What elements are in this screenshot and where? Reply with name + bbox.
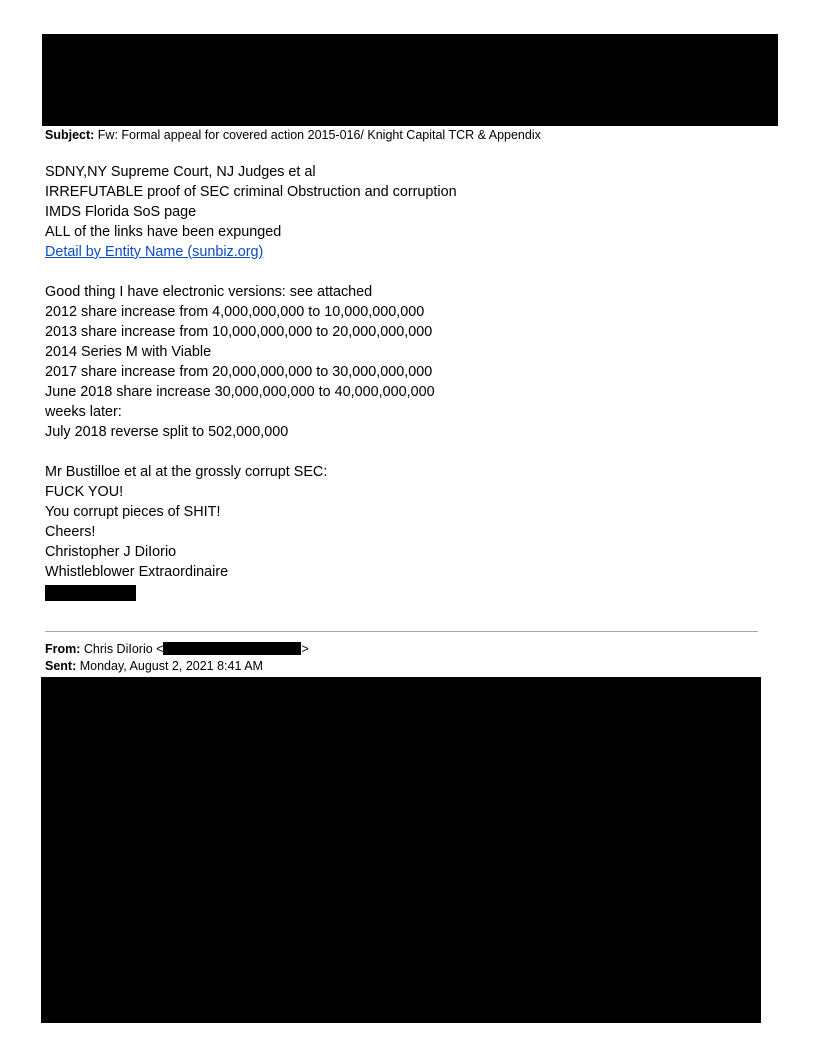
from-line [45,641,309,657]
body-line: 2014 Series M with Viable [45,344,212,360]
body-line: 2012 share increase from 4,000,000,000 to 10,000,000,000 [45,304,425,320]
redaction-block-header [42,34,778,126]
body-line: Mr Bustilloe et al at the grossly corrupt SEC: [45,464,328,480]
paragraph-intro [45,162,457,262]
body-line: ALL of the links have been expunged [45,224,282,240]
body-line: weeks later: [45,404,122,420]
body-line: IMDS Florida SoS page [45,204,197,220]
body-line: 2013 share increase from 10,000,000,000 to 20,000,000,000 [45,324,433,340]
subject-line [45,127,541,143]
body-line: You corrupt pieces of SHIT! [45,504,221,520]
signature-title: Whistleblower Extraordinaire [45,564,229,580]
body-line: July 2018 reverse split to 502,000,000 [45,424,289,440]
message-divider [45,631,758,632]
redaction-block-signature [45,585,136,601]
body-line: Good thing I have electronic versions: see attached [45,284,373,300]
paragraph-closing [45,462,327,582]
body-line: June 2018 share increase 30,000,000,000 to 40,000,000,000 [45,384,435,400]
sent-line [45,658,263,674]
body-line: IRREFUTABLE proof of SEC criminal Obstruction and corruption [45,184,457,200]
body-line: Cheers! [45,524,96,540]
signature-name: Christopher J DiIorio [45,544,177,560]
body-line: SDNY,NY Supreme Court, NJ Judges et al [45,164,316,180]
redaction-email [163,642,301,655]
sent-value: Monday, August 2, 2021 8:41 AM [79,659,263,673]
subject-label: Subject: [45,128,95,142]
from-name: Chris DiIorio < [83,642,164,656]
paragraph-share-history [45,282,435,442]
subject-value: Fw: Formal appeal for covered action 2015-016/ Knight Capital TCR & Appendix [97,128,541,142]
from-close: > [301,642,309,656]
redaction-block-body [41,677,761,1023]
body-line: 2017 share increase from 20,000,000,000 to 30,000,000,000 [45,364,433,380]
from-label: From: [45,642,81,656]
sent-label: Sent: [45,659,77,673]
sunbiz-link[interactable]: Detail by Entity Name (sunbiz.org) [45,244,264,260]
body-line: FUCK YOU! [45,484,124,500]
